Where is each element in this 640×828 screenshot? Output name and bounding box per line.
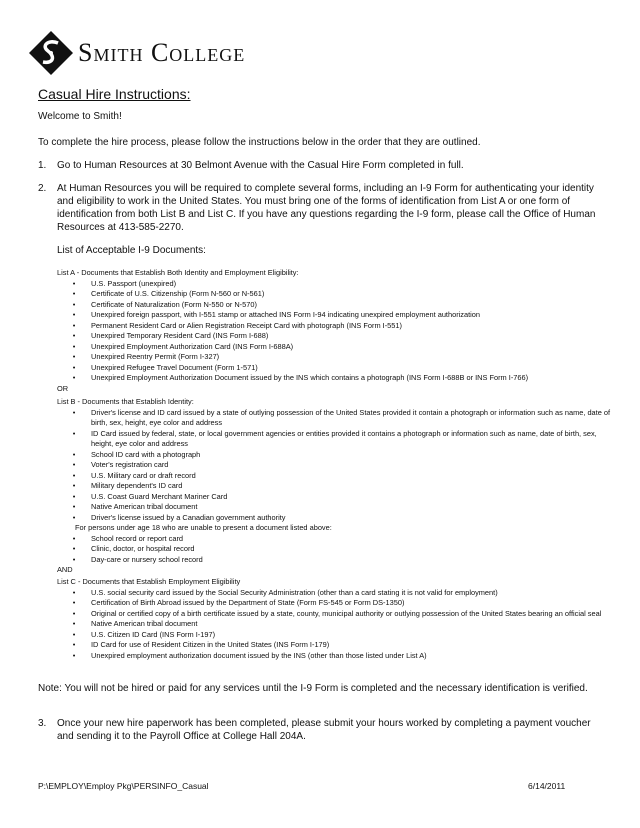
list-item-text: U.S. Coast Guard Merchant Mariner Card — [91, 491, 228, 501]
bullet-icon: • — [72, 587, 76, 597]
list-item-text: Unexpired Reentry Permit (Form I-327) — [91, 352, 220, 361]
list-b-header: List B - Documents that Establish Identity: — [57, 397, 194, 406]
step-text: Once your new hire paperwork has been completed, please submit your hours worked by completing a payment voucher and sending it to the Payroll Office at College Hall 204A. — [57, 718, 591, 742]
bullet-icon: • — [72, 533, 76, 543]
list-item-text: Certification of Birth Abroad issued by the Department of State (Form FS-545 or Form DS-1350) — [91, 598, 405, 607]
bullet-icon: • — [72, 352, 76, 361]
list-c — [57, 577, 602, 661]
diamond-seal-icon — [28, 30, 74, 76]
footer-date: 6/14/2011 — [528, 781, 566, 791]
list-item-text: Military dependent's ID card — [91, 481, 183, 490]
list-item-text: ID Card issued by federal, state, or local government agencies or entities provided it contains a photograph or information such as name, date of birth, sex, height, eye color and address — [91, 428, 597, 448]
bullet-icon: • — [72, 629, 76, 639]
bullet-icon: • — [72, 650, 76, 660]
or-label: OR — [57, 383, 69, 393]
list-item-text: U.S. social security card issued by the Social Security Administration (other than a card stating it is not valid for employment) — [91, 587, 498, 597]
step-3 — [38, 717, 603, 743]
bullet-icon: • — [72, 640, 76, 649]
bullet-icon: • — [72, 289, 76, 298]
list-item-text: Certificate of U.S. Citizenship (Form N-560 or N-561) — [91, 289, 265, 298]
list-item — [57, 310, 617, 321]
list-item — [57, 352, 617, 363]
list-item — [57, 321, 617, 332]
bullet-icon: • — [72, 491, 76, 501]
list-item-text: Day-care or nursery school record — [91, 554, 203, 564]
step-number: 2. — [38, 183, 47, 194]
step-text: Go to Human Resources at 30 Belmont Avenue with the Casual Hire Form completed in full. — [57, 160, 464, 171]
list-item — [57, 331, 617, 342]
list-item-text: Unexpired foreign passport, with I-551 stamp or attached INS Form I-94 indicating unexpired employment authorization — [91, 310, 481, 319]
list-b — [57, 397, 612, 576]
bullet-icon: • — [72, 310, 76, 319]
list-item-text: Unexpired Employment Authorization Document issued by the INS which contains a photograph (INS Form I-688B or INS Form I-766) — [91, 373, 529, 382]
list-item — [57, 279, 617, 290]
list-item-text: Unexpired Temporary Resident Card (INS Form I-688) — [91, 331, 269, 340]
list-item — [57, 588, 602, 599]
bullet-icon: • — [72, 544, 76, 553]
list-item — [57, 450, 612, 461]
list-item-text: Driver's license issued by a Canadian government authority — [91, 512, 286, 522]
bullet-icon: • — [72, 598, 76, 607]
list-item — [57, 342, 617, 353]
bullet-icon: • — [72, 428, 76, 438]
list-item — [57, 619, 602, 630]
logo-text: Smith College — [78, 38, 246, 67]
bullet-icon: • — [72, 481, 76, 490]
list-item — [57, 534, 612, 545]
step-2 — [38, 182, 606, 234]
bullet-icon: • — [72, 554, 76, 564]
list-item — [57, 363, 617, 374]
welcome-text: Welcome to Smith! — [38, 111, 122, 122]
bullet-icon: • — [72, 278, 76, 288]
list-item-text: School record or report card — [91, 533, 184, 543]
footer-path: P:\EMPLOY\Employ Pkg\PERSINFO_Casual — [38, 781, 209, 791]
step-text: At Human Resources you will be required to complete several forms, including an I-9 Form for authenticating your identity and eligibility to work in the United States. You must bring one of the forms of identification from List A or one form of identification from both List B and List C. If you have any questions regarding the I-9 form, please call the Office of Human Resources at 413-585-2270. — [57, 183, 596, 233]
list-item — [57, 471, 612, 482]
list-item — [57, 598, 602, 609]
list-a — [57, 268, 617, 394]
list-item — [57, 609, 602, 620]
list-item — [57, 460, 612, 471]
intro-text: To complete the hire process, please follow the instructions below in the order that they are outlined. — [38, 137, 481, 148]
and-label: AND — [57, 565, 73, 574]
list-item — [57, 651, 602, 662]
list-item-text: Clinic, doctor, or hospital record — [91, 544, 195, 553]
smith-college-logo — [28, 30, 74, 76]
list-item-text: Unexpired Employment Authorization Card (INS Form I-688A) — [91, 341, 294, 351]
bullet-icon: • — [72, 341, 76, 351]
bullet-icon: • — [72, 373, 76, 382]
bullet-icon: • — [72, 460, 76, 469]
step-number: 1. — [38, 160, 47, 171]
list-item — [57, 492, 612, 503]
bullet-icon: • — [72, 608, 76, 618]
bullet-icon: • — [72, 619, 76, 628]
list-item — [57, 630, 602, 641]
list-item — [57, 429, 612, 450]
list-item — [57, 555, 612, 566]
bullet-icon: • — [72, 407, 76, 417]
bullet-icon: • — [72, 449, 76, 459]
bullet-icon: • — [72, 320, 76, 330]
list-item — [57, 408, 612, 429]
bullet-icon: • — [72, 470, 76, 480]
list-c-header: List C - Documents that Establish Employment Eligibility — [57, 577, 241, 586]
bullet-icon: • — [72, 502, 76, 511]
step-number: 3. — [38, 718, 47, 729]
list-item-text: U.S. Citizen ID Card (INS Form I-197) — [91, 629, 216, 639]
bullet-icon: • — [72, 362, 76, 372]
list-item-text: Original or certified copy of a birth certificate issued by a state, county, municipal authority or outlying possession of the United States bearing an official seal — [91, 608, 602, 618]
list-item-text: Certificate of Naturalization (Form N-550 or N-570) — [91, 299, 257, 309]
list-item — [57, 373, 617, 384]
list-heading: List of Acceptable I-9 Documents: — [57, 245, 206, 256]
list-item — [57, 513, 612, 524]
list-item-text: Native American tribal document — [91, 502, 198, 511]
list-item-text: Native American tribal document — [91, 619, 198, 628]
list-item — [57, 481, 612, 492]
list-item-text: Permanent Resident Card or Alien Registration Receipt Card with photograph (INS Form I-551) — [91, 320, 402, 330]
list-item — [57, 300, 617, 311]
list-item — [57, 544, 612, 555]
list-item-text: U.S. Military card or draft record — [91, 470, 196, 480]
list-item — [57, 640, 602, 651]
list-item — [57, 502, 612, 513]
page-title: Casual Hire Instructions: — [38, 86, 191, 102]
list-a-header: List A - Documents that Establish Both Identity and Employment Eligibility: — [57, 268, 299, 277]
list-item-text: Unexpired Refugee Travel Document (Form 1-571) — [91, 362, 258, 372]
bullet-icon: • — [72, 299, 76, 309]
list-item-text: ID Card for use of Resident Citizen in the United States (INS Form I-179) — [91, 640, 330, 649]
bullet-icon: • — [72, 331, 76, 340]
list-item-text: U.S. Passport (unexpired) — [91, 278, 177, 288]
list-item — [57, 289, 617, 300]
list-item-text: School ID card with a photograph — [91, 449, 201, 459]
list-item-text: Unexpired employment authorization document issued by the INS (other than those listed under List A) — [91, 650, 427, 660]
step-1 — [38, 159, 618, 172]
minor-header: For persons under age 18 who are unable to present a document listed above: — [75, 523, 332, 532]
note-text: Note: You will not be hired or paid for any services until the I-9 Form is completed and the necessary identification is verified. — [38, 683, 588, 694]
bullet-icon: • — [72, 512, 76, 522]
list-item-text: Voter's registration card — [91, 460, 169, 469]
list-item-text: Driver's license and ID card issued by a state of outlying possession of the United States provided it contain a photograph or information such as name, date of birth, sex, height, eye color and address — [91, 407, 611, 427]
